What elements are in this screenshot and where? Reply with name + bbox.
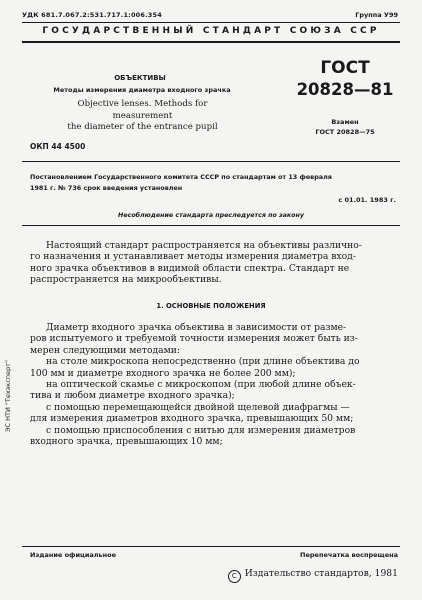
replaces-label: Взамен [331,118,359,126]
body-line: с помощью приспособления с нитью для измерения диаметров [46,424,356,436]
decree-text [30,172,392,194]
effective-date: с 01.01. 1983 г. [338,196,396,204]
top-rule [22,22,400,23]
intro-line: го назначения и устанавливает методы измерения диаметра вход- [30,251,356,263]
footer-rule [22,546,400,547]
legal-notice: Несоблюдение стандарта преследуется по закону [118,212,304,219]
body-line: ров испытуемого и требуемой точности измерения может быть из- [30,333,358,345]
replaces-value: ГОСТ 20828—75 [315,128,375,136]
side-stamp: ЭС НТИ "Техэксперт" [4,360,12,432]
subtitle-russian: Методы измерения диаметра входного зрачка [53,86,231,94]
copyright [228,568,398,583]
body-line: на оптической скамье с микроскопом (при любой длине объек- [46,379,356,391]
reprint-prohibited: Перепечатка воспрещена [300,551,398,559]
body-line: с помощью перемещающейся двойной щелевой диафрагмы — [46,401,350,413]
copyright-text: Издательство стандартов, 1981 [244,568,398,579]
body-line: входного зрачка, превышающих 10 мм; [30,436,223,448]
gost-label: ГОСТ [320,58,370,78]
notice-rule [22,225,400,226]
title-english-line-1: Objective lenses. Methods for measurement [77,99,208,121]
body-line: Диаметр входного зрачка объектива в зависимости от разме- [46,322,347,333]
official-edition: Издание официальное [30,551,117,559]
intro-line: ного зрачка объективов в видимой области спектра. Стандарт не [30,262,350,274]
body-line: тива и любом диаметре входного зрачка); [30,390,235,402]
standard-banner: ГОСУДАРСТВЕННЫЙ СТАНДАРТ СОЮЗА ССР [42,26,380,36]
group-code: Группа У99 [355,11,398,19]
title-russian: ОБЪЕКТИВЫ [114,74,166,82]
decree-line-1: Постановлением Государственного комитета СССР по стандартам от 13 февраля [30,173,332,181]
title-english-line-2: the diameter of the entrance pupil [67,122,218,132]
body-line: для измерения диаметров входного зрачка, превышающих 50 мм; [30,413,354,425]
udk-code: УДК 681.7.067.2:531.717.1:006.354 [22,11,162,19]
banner-rule [22,41,400,43]
body-line: мерен следующими методами: [30,344,180,356]
okp-code: ОКП 44 4500 [30,142,86,151]
section-title: 1. ОСНОВНЫЕ ПОЛОЖЕНИЯ [156,302,266,310]
intro-line: Настоящий стандарт распространяется на объективы различно- [46,240,362,251]
title-english [50,99,235,134]
okp-rule [22,161,400,162]
intro-line: распространяется на микрообъективы. [30,274,222,286]
intro-paragraph [30,240,394,286]
body-text [30,322,394,447]
decree-line-2: 1981 г. № 736 срок введения установлен [30,184,183,192]
body-line: на столе микроскопа непосредственно (при длине объектива до [46,356,360,368]
gost-number: 20828—81 [296,80,394,99]
copyright-icon: С [228,570,241,583]
body-line: 100 мм и диаметре входного зрачка не более 200 мм); [30,367,296,379]
